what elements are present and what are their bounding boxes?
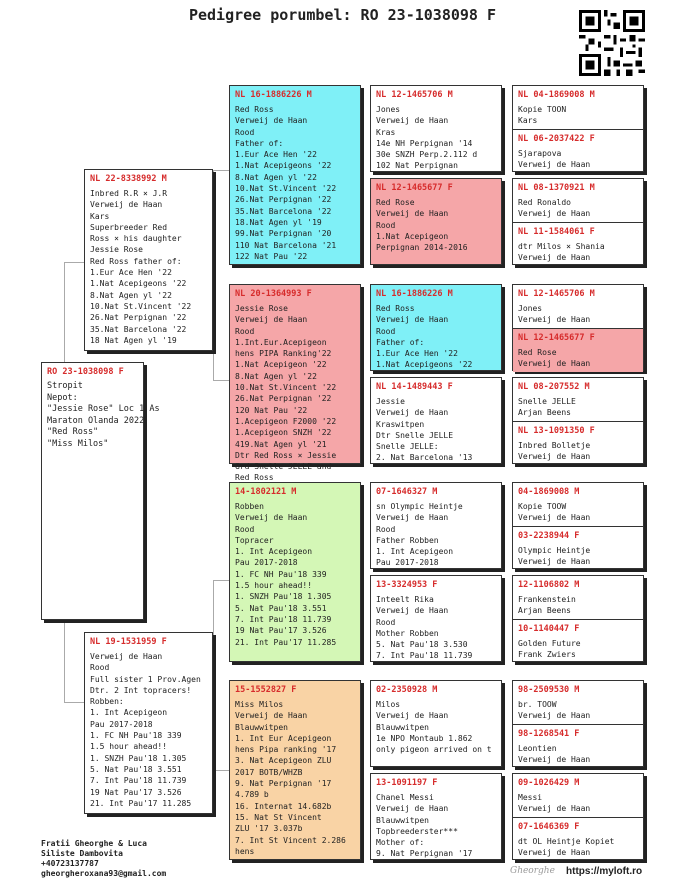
card-line: 99.Nat Perpignan '20 bbox=[235, 229, 332, 239]
card-line: 19 Nat Pau'17 3.526 bbox=[90, 787, 182, 797]
ancestor-entry bbox=[513, 328, 643, 372]
card-line: 1.Nat Acepigeon bbox=[376, 231, 449, 241]
card-line: 1e NPO Montaub 1.862 bbox=[376, 733, 473, 743]
card-line: 8.Nat Agen yl '22 bbox=[90, 290, 172, 300]
card-line: "Red Ross" bbox=[47, 427, 99, 438]
gggp-box bbox=[512, 85, 644, 172]
ancestor-entry bbox=[513, 774, 643, 817]
card-line: Arjan Beens bbox=[518, 408, 571, 418]
ring-number: RO 23-1038098 F bbox=[47, 367, 124, 377]
ring-number: 13-3324953 F bbox=[376, 580, 438, 590]
card-line: Inbred Bolletje bbox=[518, 441, 591, 450]
card-line: Red Ross bbox=[235, 473, 274, 483]
card-line: Arjan Beens bbox=[518, 606, 571, 616]
ring-number: NL 08-207552 M bbox=[518, 382, 590, 392]
card-line: Verweij de Haan bbox=[376, 513, 449, 523]
card-line: Verweij de Haan bbox=[518, 557, 591, 567]
sire-card bbox=[84, 169, 213, 351]
card-line: 1. FC NH Pau'18 339 bbox=[235, 569, 327, 579]
card-line: 9. Nat Perpignan '17 bbox=[376, 849, 473, 859]
card-line: Verweij de Haan bbox=[518, 452, 591, 462]
card-line: Verweij de Haan bbox=[376, 804, 449, 814]
card-line: Verweij de Haan bbox=[235, 711, 308, 721]
ring-number: 10-1140447 F bbox=[518, 624, 580, 634]
gggp-box bbox=[512, 773, 644, 860]
card-line: 14e NH Perpignan '14 bbox=[376, 138, 473, 148]
card-line: Verweij de Haan bbox=[518, 359, 591, 369]
breeder-email: gheorgheroxana93@gmail.com bbox=[41, 869, 167, 878]
gggp-box bbox=[512, 377, 644, 464]
card-line: Inteelt Rika bbox=[376, 595, 434, 604]
card-line: Verweij de Haan bbox=[518, 209, 591, 219]
card-line: 1. FC NH Pau'18 339 bbox=[90, 731, 182, 741]
card-line: Topbreederster*** bbox=[376, 826, 458, 836]
connector-line bbox=[213, 580, 214, 770]
ring-number: NL 16-1886226 M bbox=[235, 90, 312, 100]
dam-card bbox=[84, 632, 213, 814]
breeder-contact bbox=[41, 839, 166, 879]
card-line: Full sister 1 Prov.Agen bbox=[90, 674, 201, 684]
card-line: Rood bbox=[376, 220, 396, 230]
card-line: hens PIPA Ranking'22 bbox=[235, 349, 332, 359]
connector-line bbox=[64, 702, 84, 703]
page-title: Pedigree porumbel: RO 23-1038098 F bbox=[188, 6, 497, 24]
card-line: 1. SNZH Pau'18 1.305 bbox=[235, 592, 332, 602]
ring-number: 03-2238944 F bbox=[518, 531, 580, 541]
ancestor-entry bbox=[513, 222, 643, 266]
card-line: Verweij de Haan bbox=[518, 711, 591, 721]
card-line: Red Rose bbox=[518, 348, 557, 357]
great-grandparent-card bbox=[370, 85, 502, 172]
card-line: Pau 2017-2018 bbox=[235, 558, 298, 568]
card-line: 1.5 hour ahead!! bbox=[90, 742, 168, 752]
card-line: Golden Future bbox=[518, 639, 581, 648]
card-line: Verweij de Haan bbox=[235, 116, 308, 126]
card-line: 1.Eur Ace Hen '22 bbox=[90, 268, 172, 278]
card-line: 10.Nat St.Vincent '22 bbox=[235, 383, 337, 393]
card-line: Red Ross father of: bbox=[90, 256, 182, 266]
card-line: Kopie TOON bbox=[518, 105, 567, 114]
ring-number: NL 11-1584061 F bbox=[518, 227, 595, 237]
great-grandparent-card bbox=[370, 482, 502, 569]
ring-number: NL 19-1531959 F bbox=[90, 637, 167, 647]
card-line: 1. Int Acepigeon bbox=[376, 547, 454, 557]
card-line: 18 Nat Agen yl '19 bbox=[90, 335, 177, 345]
card-line: 18.Nat Agen yl '19 bbox=[235, 217, 322, 227]
card-line: Verweij de Haan bbox=[90, 200, 163, 210]
card-line: Jessie bbox=[376, 397, 405, 406]
card-line: Father of: bbox=[376, 337, 425, 347]
card-line: Stropit bbox=[47, 381, 83, 391]
card-line: Frank Zwiers bbox=[518, 650, 576, 660]
great-grandparent-card bbox=[370, 773, 502, 860]
card-line: 35.Nat Barcelona '22 bbox=[235, 206, 332, 216]
card-line: br. TOOW bbox=[518, 700, 557, 709]
card-line: Verweij de Haan bbox=[235, 315, 308, 325]
card-line: 16. Internat 14.682b bbox=[235, 801, 332, 811]
card-line: Verweij de Haan bbox=[518, 804, 591, 814]
card-line: 30e SNZH Perp.2.112 d bbox=[376, 150, 478, 160]
ancestor-entry bbox=[513, 378, 643, 421]
great-grandparent-card bbox=[370, 377, 502, 464]
card-line: Dtr Red Ross × Jessie bbox=[235, 450, 337, 460]
card-line: 3. Nat Acepigeon ZLU bbox=[235, 756, 332, 766]
card-line: 1.Acepigeon SNZH '22 bbox=[235, 428, 332, 438]
card-line: Snelle JELLE: bbox=[376, 442, 439, 452]
card-line: hens Pipa ranking '17 bbox=[235, 745, 337, 755]
card-line: Blauwwitpen bbox=[376, 722, 429, 732]
card-line: Verweij de Haan bbox=[376, 209, 449, 219]
ring-number: NL 08-1370921 M bbox=[518, 183, 595, 193]
ring-number: 98-2509530 M bbox=[518, 685, 580, 695]
card-line: Pau 2017-2018 bbox=[90, 719, 153, 729]
card-line: Kras bbox=[376, 127, 396, 137]
card-line: Red Rose bbox=[376, 198, 415, 207]
card-line: 7. Int Pau'18 11.739 bbox=[235, 614, 332, 624]
card-line: 120 Nat Pau '22 bbox=[235, 405, 308, 415]
gggp-box bbox=[512, 482, 644, 569]
card-line: 102 Nat Perpignan bbox=[376, 161, 458, 171]
ancestor-entry bbox=[513, 724, 643, 768]
card-line: Verweij de Haan bbox=[518, 315, 591, 325]
ring-number: 14-1802121 M bbox=[235, 487, 297, 497]
ancestor-entry bbox=[513, 619, 643, 663]
ring-number: NL 12-1465706 M bbox=[376, 90, 453, 100]
card-line: Rood bbox=[235, 524, 255, 534]
ring-number: 07-1646327 M bbox=[376, 487, 438, 497]
card-line: 5. Nat Pau'18 3.530 bbox=[376, 640, 468, 650]
card-line: Verweij de Haan bbox=[518, 160, 591, 170]
card-line: sn Olympic Heintje bbox=[376, 502, 463, 511]
ring-number: NL 13-1091350 F bbox=[518, 426, 595, 436]
card-line: Messi bbox=[518, 793, 543, 802]
website-link[interactable]: https://myloft.ro bbox=[566, 866, 643, 877]
card-line: Father of: bbox=[235, 138, 284, 148]
card-line: 2017 BOTB/WHZB bbox=[235, 767, 303, 777]
card-line: 1.Eur Ace Hen '22 bbox=[235, 150, 317, 160]
card-line: dtr Milos × Shania bbox=[518, 242, 605, 251]
card-line: Verweij de Haan bbox=[376, 408, 449, 418]
card-line: Frankenstein bbox=[518, 595, 576, 604]
grandparent-card bbox=[229, 482, 361, 662]
card-line: 10.Nat St.Vincent '22 bbox=[235, 184, 337, 194]
connector-line bbox=[213, 380, 229, 381]
card-line: Kars bbox=[90, 211, 110, 221]
card-line: Robben bbox=[235, 502, 264, 511]
great-grandparent-card bbox=[370, 284, 502, 371]
card-line: Verweij de Haan bbox=[376, 606, 449, 616]
card-line: 26.Nat Perpignan '22 bbox=[90, 313, 187, 323]
card-line: 5. Nat Pau'18 3.551 bbox=[90, 764, 182, 774]
ancestor-entry bbox=[513, 483, 643, 526]
ring-number: NL 20-1364993 F bbox=[235, 289, 312, 299]
card-line: Dtr. 2 Int topracers! bbox=[90, 685, 192, 695]
card-line: Jessie Rose bbox=[235, 304, 288, 313]
card-line: Kopie TOOW bbox=[518, 502, 567, 511]
card-line: Olympic Heintje bbox=[518, 546, 591, 555]
card-line: 15. Nat St Vincent bbox=[235, 812, 322, 822]
card-line: 1.5 hour ahead!! bbox=[235, 581, 313, 591]
ancestor-entry bbox=[513, 681, 643, 724]
gggp-box bbox=[512, 178, 644, 265]
card-line: 7. Int Pau'18 11.739 bbox=[90, 776, 187, 786]
card-line: "Jessie Rose" Loc 1 As bbox=[47, 404, 160, 415]
ancestor-entry bbox=[513, 86, 643, 129]
card-line: Nepot: bbox=[47, 392, 78, 403]
card-line: Milos bbox=[376, 700, 401, 709]
card-line: only pigeon arrived on t bbox=[376, 745, 492, 755]
card-line: Topracer bbox=[235, 535, 274, 545]
card-line: 26.Nat Perpignan '22 bbox=[235, 394, 332, 404]
card-line: Red Ross bbox=[376, 304, 415, 313]
card-line: Verweij de Haan bbox=[518, 253, 591, 263]
ring-number: NL 12-1465677 F bbox=[376, 183, 453, 193]
card-line: 5. Nat Pau'18 3.551 bbox=[235, 603, 327, 613]
card-line: 1.Int.Eur.Acepigeon bbox=[235, 337, 327, 347]
card-line: Snelle JELLE bbox=[518, 397, 576, 406]
card-line: 19 Nat Pau'17 3.526 bbox=[235, 626, 327, 636]
card-line: Kars bbox=[518, 116, 538, 126]
great-grandparent-card bbox=[370, 680, 502, 767]
card-line: Robben: bbox=[90, 697, 124, 707]
card-line: 10.Nat St.Vincent '22 bbox=[90, 301, 192, 311]
card-line: Mother of: bbox=[376, 838, 425, 848]
card-line: hens bbox=[235, 846, 255, 856]
card-line: Rood bbox=[90, 663, 110, 673]
card-line: Verweij de Haan bbox=[90, 652, 163, 661]
card-line: 1.Nat Acepigeons '22 bbox=[376, 360, 473, 370]
card-line: 8.Nat Agen yl '22 bbox=[235, 371, 317, 381]
card-line: Rood bbox=[235, 326, 255, 336]
ring-number: 02-2350928 M bbox=[376, 685, 438, 695]
ancestor-entry bbox=[513, 285, 643, 328]
card-line: 122 Nat Pau '22 bbox=[235, 251, 308, 261]
subject-card bbox=[41, 362, 160, 620]
ring-number: 98-1268541 F bbox=[518, 729, 580, 739]
ring-number: NL 14-1489443 F bbox=[376, 382, 453, 392]
card-line: Verweij de Haan bbox=[518, 755, 591, 765]
card-line: 1.Nat Acepigeons '22 bbox=[90, 279, 187, 289]
card-line: Ross × his daughter bbox=[90, 234, 182, 244]
card-line: Maraton Olanda 2022 bbox=[47, 415, 145, 426]
connector-line bbox=[213, 580, 229, 581]
card-line: 7. Int Pau'18 11.739 bbox=[376, 651, 473, 661]
card-line: Perpignan 2014-2016 bbox=[376, 243, 468, 253]
card-line: 1. Int Acepigeon bbox=[235, 547, 313, 557]
card-line: Sjarapova bbox=[518, 149, 562, 158]
ancestor-entry bbox=[513, 179, 643, 222]
card-line: "Miss Milos" bbox=[47, 438, 109, 449]
card-line: 4.789 b bbox=[235, 790, 269, 800]
ancestor-entry bbox=[513, 576, 643, 619]
ring-number: NL 12-1465677 F bbox=[518, 333, 595, 343]
ancestor-entry bbox=[513, 817, 643, 861]
card-line: Red Ross bbox=[235, 105, 274, 114]
ancestor-entry bbox=[513, 421, 643, 465]
card-line: Dtr Snelle JELLE bbox=[376, 430, 454, 440]
grandparent-card bbox=[229, 680, 361, 860]
card-line: Verweij de Haan bbox=[376, 315, 449, 325]
card-line: Jones bbox=[518, 304, 543, 313]
grandparent-card bbox=[229, 85, 361, 265]
card-line: 1. Int Eur Acepigeon bbox=[235, 733, 332, 743]
card-line: 21. Int Pau'17 11.285 bbox=[90, 798, 192, 808]
connector-line bbox=[64, 262, 84, 263]
card-line: 21. Int Pau'17 11.285 bbox=[235, 637, 337, 647]
connector-line bbox=[213, 170, 214, 380]
ring-number: 07-1646369 F bbox=[518, 822, 580, 832]
ring-number: NL 16-1886226 M bbox=[376, 289, 453, 299]
card-line: Superbreeder Red bbox=[90, 222, 168, 232]
card-line: 1.Acepigeon F2000 '22 bbox=[235, 416, 337, 426]
ancestor-entry bbox=[513, 129, 643, 173]
card-line: 1.Eur Ace Hen '22 bbox=[376, 349, 458, 359]
card-line: Jones bbox=[376, 105, 401, 114]
ring-number: 15-1552827 F bbox=[235, 685, 297, 695]
card-line: Verweij de Haan bbox=[518, 513, 591, 523]
card-line: Blauwwitpen bbox=[235, 722, 288, 732]
qr-code-icon bbox=[579, 10, 645, 76]
card-line: 8.Nat Agen yl '22 bbox=[235, 172, 317, 182]
card-line: Verweij de Haan bbox=[235, 513, 308, 523]
grandparent-card bbox=[229, 284, 361, 483]
connector-line bbox=[213, 770, 229, 771]
breeder-location: Siliste Dambovita bbox=[41, 849, 123, 858]
card-line: Miss Milos bbox=[235, 700, 284, 709]
card-line: Blauwwitpen bbox=[376, 815, 429, 825]
card-line: 1.Nat Acepigeons '22 bbox=[235, 161, 332, 171]
ring-number: NL 06-2037422 F bbox=[518, 134, 595, 144]
great-grandparent-card bbox=[370, 178, 502, 265]
card-line: 2. Nat Barcelona '13 bbox=[376, 453, 473, 463]
ring-number: 04-1869008 M bbox=[518, 487, 580, 497]
card-line: Rood bbox=[235, 127, 255, 137]
card-line: 1. SNZH Pau'18 1.305 bbox=[90, 753, 187, 763]
card-line: Father Robben bbox=[376, 535, 439, 545]
card-line: 26.Nat Perpignan '22 bbox=[235, 195, 332, 205]
card-line: Mother Robben bbox=[376, 628, 439, 638]
ancestor-entry bbox=[513, 526, 643, 570]
card-line: Leontien bbox=[518, 744, 557, 753]
ring-number: 13-1091197 F bbox=[376, 778, 438, 788]
signature: Gheorghe bbox=[510, 866, 555, 876]
ring-number: 09-1026429 M bbox=[518, 778, 580, 788]
gggp-box bbox=[512, 284, 644, 371]
card-line: Chanel Messi bbox=[376, 793, 434, 802]
breeder-name: Fratii Gheorghe & Luca bbox=[41, 839, 147, 848]
card-line: 1. Int Acepigeon bbox=[90, 708, 168, 718]
card-line: Red Ronaldo bbox=[518, 198, 571, 207]
card-line: Pau 2017-2018 bbox=[376, 558, 439, 568]
card-line: Jessie Rose bbox=[90, 245, 143, 255]
card-line: 7. Int St Vincent 2.286 bbox=[235, 835, 346, 845]
card-line: dt OL Heintje Kopiet bbox=[518, 837, 615, 846]
ring-number: NL 22-8338992 M bbox=[90, 174, 167, 184]
card-line: Rood bbox=[376, 326, 396, 336]
great-grandparent-card bbox=[370, 575, 502, 662]
gggp-box bbox=[512, 575, 644, 662]
card-line: Verweij de Haan bbox=[518, 848, 591, 858]
card-line: Grd Snelle JELLE and bbox=[235, 462, 332, 472]
card-line: 110 Nat Barcelona '21 bbox=[235, 240, 337, 250]
ring-number: NL 12-1465706 M bbox=[518, 289, 595, 299]
card-line: Verweij de Haan bbox=[376, 711, 449, 721]
card-line: Rood bbox=[376, 617, 396, 627]
card-line: Inbred R.R × J.R bbox=[90, 189, 168, 198]
card-line: 35.Nat Barcelona '22 bbox=[90, 324, 187, 334]
breeder-phone: +40723137787 bbox=[41, 859, 99, 868]
card-line: ZLU '17 3.037b bbox=[235, 824, 303, 834]
card-line: Kraswitpen bbox=[376, 419, 425, 429]
card-line: 9. Nat Perpignan '17 bbox=[235, 779, 332, 789]
card-line: Rood bbox=[376, 524, 396, 534]
card-line: Verweij de Haan bbox=[376, 116, 449, 126]
gggp-box bbox=[512, 680, 644, 767]
connector-line bbox=[213, 170, 229, 171]
ring-number: 12-1106802 M bbox=[518, 580, 580, 590]
card-line: 1.Nat Acepigeon '22 bbox=[235, 360, 327, 370]
card-line: 419.Nat Agen yl '21 bbox=[235, 439, 327, 449]
ring-number: NL 04-1869008 M bbox=[518, 90, 595, 100]
